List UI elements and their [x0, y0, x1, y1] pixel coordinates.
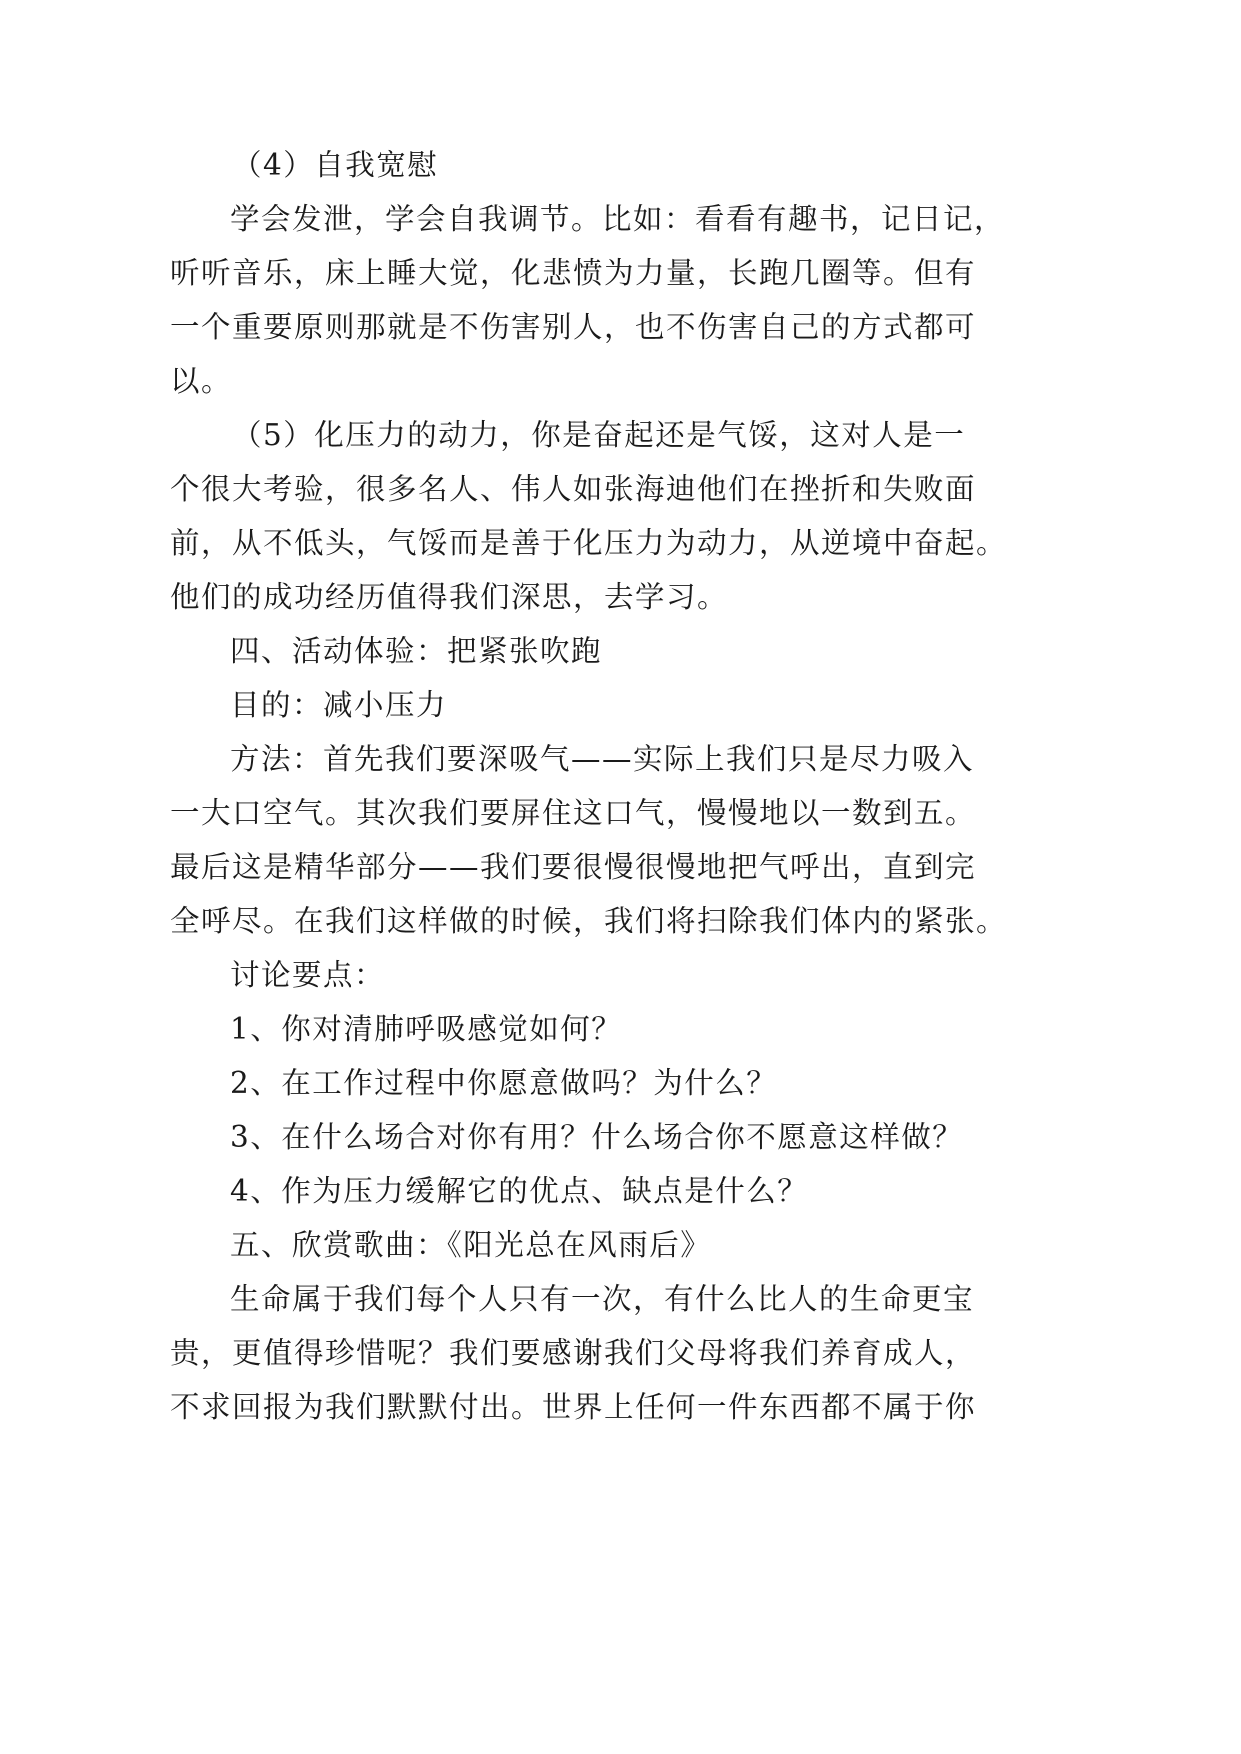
- paragraph-line: 他们的成功经历值得我们深思，去学习。: [170, 580, 729, 614]
- paragraph-line: 全呼尽。在我们这样做的时候，我们将扫除我们体内的紧张。: [170, 904, 1008, 938]
- section-heading: 四、活动体验：把紧张吹跑: [230, 634, 603, 668]
- paragraph-line: 一个重要原则那就是不伤害别人，也不伤害自己的方式都可: [170, 310, 977, 344]
- paragraph-line: （5）化压力的动力，你是奋起还是气馁，这对人是一: [232, 418, 966, 452]
- paragraph-line: 前，从不低头，气馁而是善于化压力为动力，从逆境中奋起。: [170, 526, 1008, 560]
- paragraph-line: 一大口空气。其次我们要屏住这口气，慢慢地以一数到五。: [170, 796, 977, 830]
- paragraph-line: 贵，更值得珍惜呢？我们要感谢我们父母将我们养育成人，: [170, 1336, 977, 1370]
- list-item: 2、在工作过程中你愿意做吗？为什么？: [230, 1066, 778, 1100]
- paragraph-line: 以。: [170, 364, 233, 398]
- paragraph-line: 个很大考验，很多名人、伟人如张海迪他们在挫折和失败面: [170, 472, 977, 506]
- paragraph-line: 讨论要点：: [230, 958, 386, 992]
- paragraph-line: 目的：减小压力: [230, 688, 448, 722]
- paragraph-line: 学会发泄，学会自我调节。比如：看看有趣书，记日记，: [230, 202, 1006, 236]
- paragraph-line: 听听音乐，床上睡大觉，化悲愤为力量，长跑几圈等。但有: [170, 256, 977, 290]
- section-heading: 五、欣赏歌曲：《阳光总在风雨后》: [230, 1228, 712, 1262]
- paragraph-line: 方法：首先我们要深吸气——实际上我们只是尽力吸入: [230, 742, 975, 776]
- list-item: 4、作为压力缓解它的优点、缺点是什么？: [230, 1174, 809, 1208]
- list-item: 3、在什么场合对你有用？什么场合你不愿意这样做？: [230, 1120, 964, 1154]
- paragraph-line: 最后这是精华部分——我们要很慢很慢地把气呼出，直到完: [170, 850, 977, 884]
- paragraph-line: 不求回报为我们默默付出。世界上任何一件东西都不属于你: [170, 1390, 977, 1424]
- paragraph-line: 生命属于我们每个人只有一次，有什么比人的生命更宝: [230, 1282, 975, 1316]
- paragraph-line: （4）自我宽慰: [232, 148, 439, 182]
- list-item: 1、你对清肺呼吸感觉如何？: [230, 1012, 623, 1046]
